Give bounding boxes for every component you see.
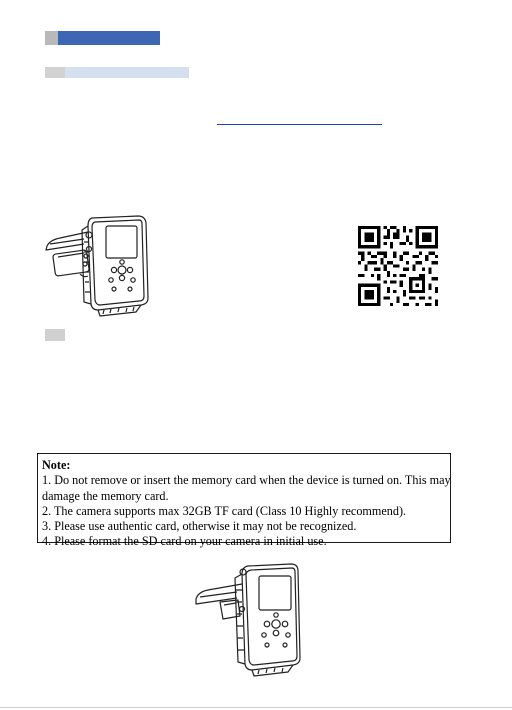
note-title: Note: (42, 458, 71, 472)
page-bottom-rule (0, 707, 512, 708)
qr-code-icon (358, 226, 438, 306)
camera-battery-illustration (40, 212, 155, 324)
section2-header-marker (45, 329, 65, 341)
camera-card-slot-illustration (190, 562, 305, 680)
note-line-2: damage the memory card. (42, 488, 169, 503)
note-line-5: 4. Please format the SD card on your camera in initial use. (42, 534, 327, 549)
note-box (37, 453, 451, 549)
section-header-bar (58, 31, 160, 45)
subsection-header-bar (65, 67, 189, 78)
note-line-4: 3. Please use authentic card, otherwise it may not be recognized. (42, 519, 357, 534)
section-header-marker (45, 31, 58, 45)
note-line-3: 2. The camera supports max 32GB TF card (Class 10 Highly recommend). (42, 503, 407, 518)
subsection-header-marker (45, 67, 65, 78)
download-link[interactable] (217, 124, 382, 125)
note-line-1: 1. Do not remove or insert the memory card when the device is turned on. This may (42, 473, 451, 488)
